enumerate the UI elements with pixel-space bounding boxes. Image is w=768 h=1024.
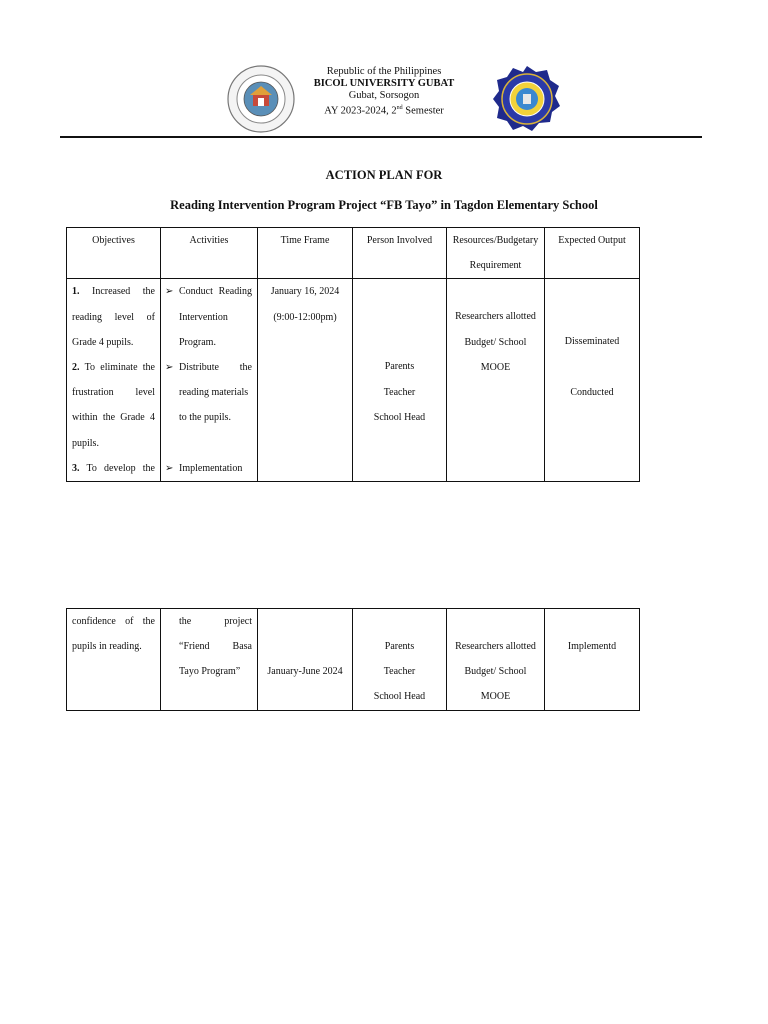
activities-cell: ➢ Conduct Reading Intervention Program. ➢ Distribute the reading materials to the pupils. ➢ Implementation bbox=[161, 279, 258, 482]
page-title: ACTION PLAN FOR bbox=[325, 168, 443, 182]
arrow-bullet-icon: ➢ bbox=[165, 462, 174, 474]
action-plan-table-continued bbox=[66, 608, 640, 711]
time-frame-cell: January 16, 2024 (9:00-12:00pm) bbox=[258, 279, 353, 482]
col-activities: Activities bbox=[161, 228, 258, 279]
resources-cell: Researchers allotted Budget/ School MOOE bbox=[447, 609, 545, 711]
table-row bbox=[67, 279, 640, 482]
col-objectives: Objectives bbox=[67, 228, 161, 279]
location-line: Gubat, Sorsogon bbox=[348, 90, 420, 101]
col-expected-output: Expected Output bbox=[545, 228, 640, 279]
action-plan-table bbox=[66, 227, 640, 482]
header-divider bbox=[60, 136, 702, 138]
expected-output-cell: Implementd bbox=[545, 609, 640, 711]
republic-line: Republic of the Philippines bbox=[326, 66, 442, 77]
col-resources: Resources/Budgetary Requirement bbox=[447, 228, 545, 279]
arrow-bullet-icon: ➢ bbox=[165, 362, 174, 374]
letterhead bbox=[0, 60, 768, 140]
col-person-involved: Person Involved bbox=[353, 228, 447, 279]
academic-year-line: AY 2023-2024, 2nd Semester bbox=[324, 105, 444, 117]
person-involved-cell: Parents Teacher School Head bbox=[353, 279, 447, 482]
university-seal-logo-right bbox=[492, 64, 562, 134]
objectives-cell: confidence of the pupils in reading. bbox=[67, 609, 161, 711]
expected-output-cell: Disseminated Conducted bbox=[545, 279, 640, 482]
time-frame-cell: January-June 2024 bbox=[258, 609, 353, 711]
arrow-bullet-icon: ➢ bbox=[165, 286, 174, 298]
letterhead-text bbox=[284, 66, 484, 118]
page-subtitle: Reading Intervention Program Project “FB Tayo” in Tagdon Elementary School bbox=[170, 198, 598, 212]
person-involved-cell: Parents Teacher School Head bbox=[353, 609, 447, 711]
activities-cell: the project “Friend Basa Tayo Program” bbox=[161, 609, 258, 711]
objectives-cell: 1. Increased the reading level of Grade 4 pupils. 2. To eliminate the frustration level within the Grade 4 pupils. 3. To develop the bbox=[67, 279, 161, 482]
table-header-row bbox=[67, 228, 640, 279]
table-row bbox=[67, 609, 640, 711]
resources-cell: Researchers allotted Budget/ School MOOE bbox=[447, 279, 545, 482]
col-time-frame: Time Frame bbox=[258, 228, 353, 279]
university-name: BICOL UNIVERSITY GUBAT bbox=[313, 78, 455, 89]
